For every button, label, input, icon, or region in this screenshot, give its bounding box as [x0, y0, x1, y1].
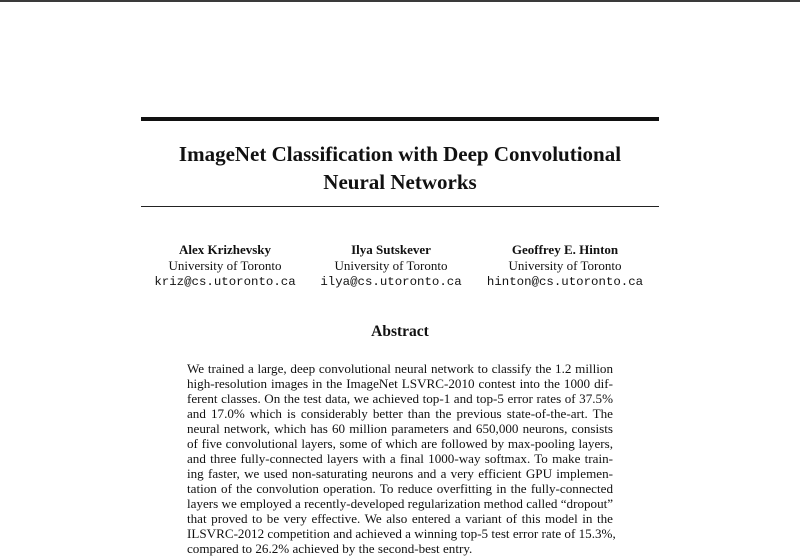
- author-affiliation: University of Toronto: [168, 258, 282, 273]
- abstract-line: that proved to be very effective. We also entered a variant of this model in the: [187, 511, 613, 526]
- author-email: hinton@cs.utoronto.ca: [486, 275, 644, 289]
- title-line-1: ImageNet Classification with Deep Convolutional: [178, 142, 622, 166]
- author-3: [471, 242, 659, 290]
- abstract-line: ferent classes. On the test data, we achieved top-1 and top-5 error rates of 37.5%: [187, 391, 613, 406]
- author-2: [311, 242, 471, 290]
- author-affiliation: University of Toronto: [334, 258, 448, 273]
- window-top-border: [0, 0, 800, 2]
- abstract-line: and 17.0% which is considerably better than the previous state-of-the-art. The: [187, 406, 613, 421]
- author-email: kriz@cs.utoronto.ca: [154, 275, 296, 289]
- author-name: Ilya Sutskever: [351, 242, 431, 257]
- title-line-2: Neural Networks: [323, 170, 477, 194]
- abstract-body: [187, 361, 616, 556]
- author-name: Alex Krizhevsky: [178, 242, 272, 257]
- author-name: Geoffrey E. Hinton: [511, 242, 619, 257]
- title-top-rule: [141, 117, 659, 121]
- abstract-line: layers we employed a recently-developed regularization method called “dropout”: [187, 496, 614, 511]
- abstract-line: and three fully-connected layers with a final 1000-way softmax. To make train-: [187, 451, 613, 466]
- author-1: [141, 242, 309, 290]
- paper-title: [141, 140, 659, 196]
- abstract-line: of five convolutional layers, some of which are followed by max-pooling layers,: [187, 436, 613, 451]
- title-bottom-rule: [141, 206, 659, 207]
- abstract-line: ILSVRC-2012 competition and achieved a winning top-5 test error rate of 15.3%,: [187, 526, 616, 541]
- abstract-heading: Abstract: [371, 323, 429, 340]
- abstract-line: high-resolution images in the ImageNet LSVRC-2010 contest into the 1000 dif-: [187, 376, 613, 391]
- abstract-line: tation of the convolution operation. To reduce overfitting in the fully-connected: [187, 481, 613, 496]
- author-block: [141, 242, 659, 292]
- abstract-line: ing faster, we used non-saturating neurons and a very efficient GPU implemen-: [187, 466, 613, 481]
- abstract-line: We trained a large, deep convolutional neural network to classify the 1.2 million: [187, 361, 613, 376]
- author-affiliation: University of Toronto: [508, 258, 622, 273]
- abstract-line: compared to 26.2% achieved by the second-best entry.: [187, 541, 473, 556]
- author-email: ilya@cs.utoronto.ca: [320, 275, 462, 289]
- abstract-line: neural network, which has 60 million parameters and 650,000 neurons, consists: [187, 421, 613, 436]
